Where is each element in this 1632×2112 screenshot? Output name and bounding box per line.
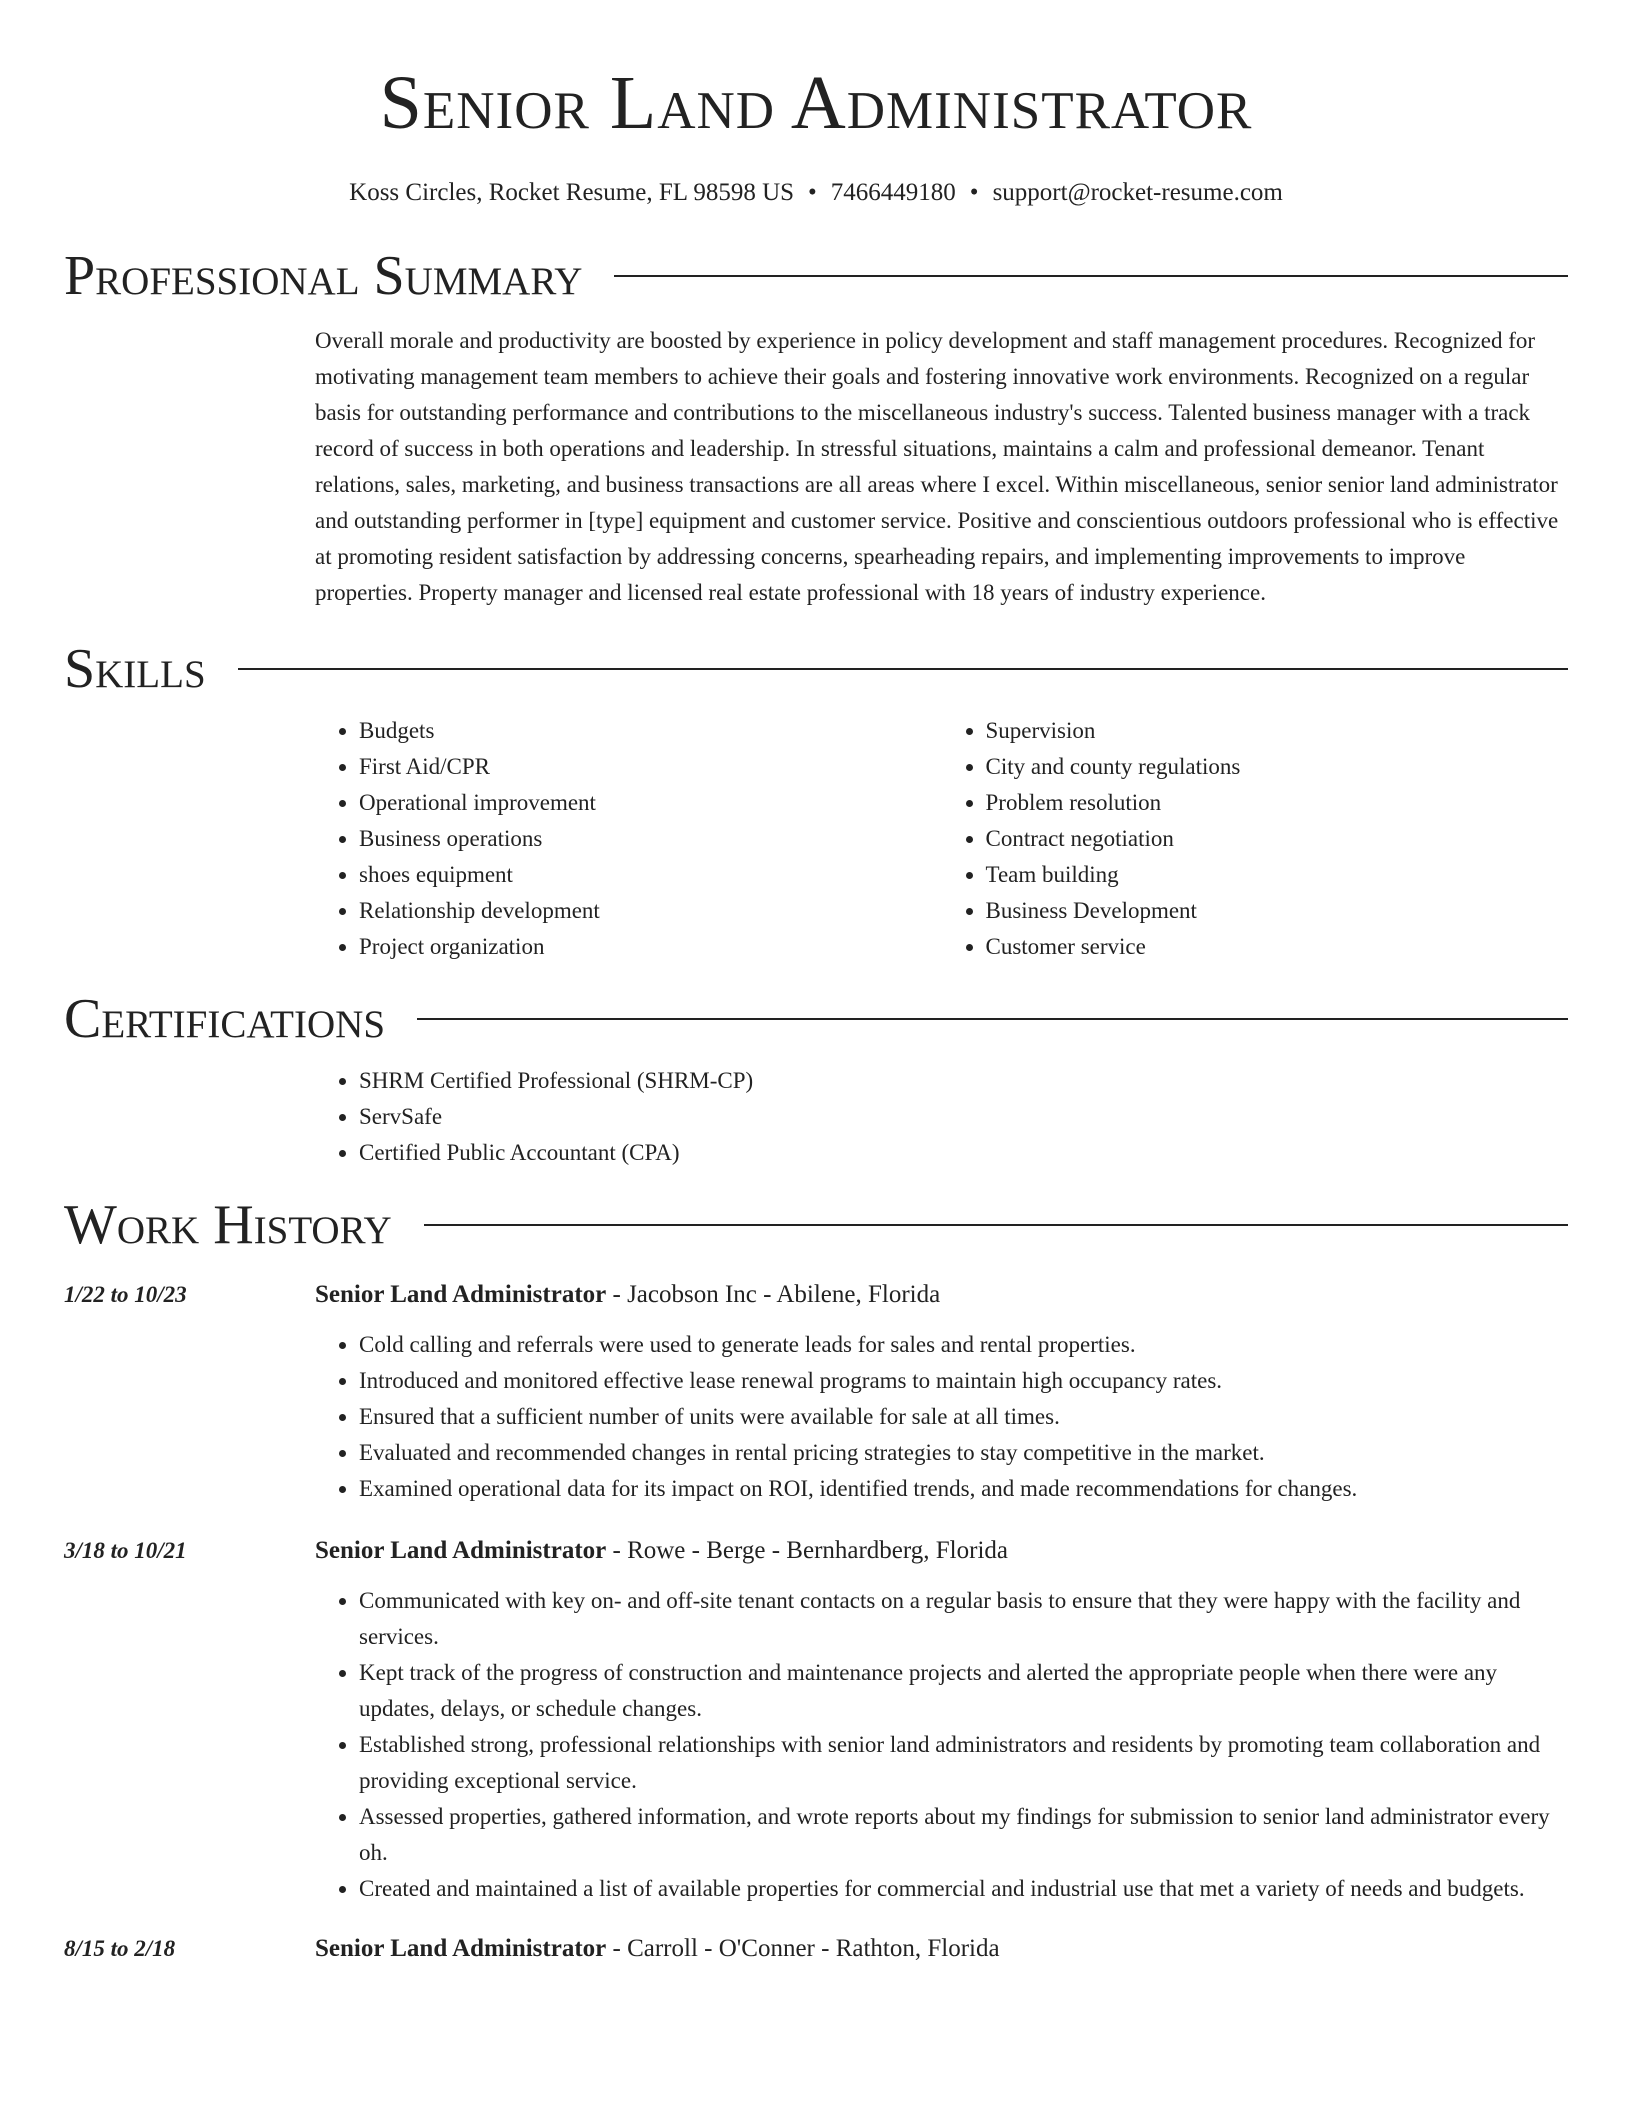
contact-phone: 7466449180 — [830, 179, 956, 206]
job-details — [315, 1277, 1568, 1507]
certifications-list — [315, 1063, 1568, 1171]
skills-list-right — [942, 713, 1569, 965]
skill-item: • Budgets — [359, 713, 942, 749]
job-bullet: • Cold calling and referrals were used to generate leads for sales and rental properties. — [359, 1327, 1568, 1363]
job-entry — [64, 1277, 1568, 1507]
candidate-name: Senior Land Administrator — [379, 61, 1253, 145]
contact-email[interactable]: support@rocket-resume.com — [992, 179, 1283, 206]
certification-item: • ServSafe — [359, 1099, 1568, 1135]
skill-item: • Supervision — [986, 713, 1569, 749]
contact-separator: • — [969, 179, 979, 206]
certifications-section-header — [64, 987, 1568, 1051]
skill-item: • Project organization — [359, 929, 942, 965]
summary-section — [315, 323, 1568, 611]
job-bullets — [315, 1327, 1568, 1507]
section-divider — [424, 1224, 1568, 1226]
summary-section-header — [64, 244, 1568, 308]
job-bullet: • Ensured that a sufficient number of units were available for sale at all times. — [359, 1399, 1568, 1435]
work-section-header — [64, 1193, 1568, 1257]
job-bullets — [315, 1583, 1568, 1907]
work-heading: Work History — [64, 1194, 392, 1256]
contact-separator: • — [808, 179, 817, 206]
skills-section — [315, 713, 1568, 965]
job-bullet: • Kept track of the progress of construction and maintenance projects and alerted the appropriate people when there were any updates, delays, or schedule changes. — [359, 1655, 1568, 1727]
section-divider — [238, 668, 1568, 670]
skills-heading: Skills — [64, 638, 206, 700]
certification-item: • SHRM Certified Professional (SHRM-CP) — [359, 1063, 1568, 1099]
job-entry — [64, 1533, 1568, 1907]
section-divider — [417, 1018, 1568, 1020]
job-dates: 1/22 to 10/23 — [64, 1282, 187, 1307]
job-bullet: • Created and maintained a list of available properties for commercial and industrial use that met a variety of needs and budgets. — [359, 1871, 1568, 1907]
job-title-line — [315, 1533, 1568, 1569]
job-company: - Rowe - Berge - Bernhardberg, Florida — [606, 1537, 1008, 1564]
job-bullet: • Evaluated and recommended changes in rental pricing strategies to stay competitive in the market. — [359, 1435, 1568, 1471]
job-dates: 3/18 to 10/21 — [64, 1538, 187, 1563]
job-title: Senior Land Administrator — [315, 1537, 607, 1564]
job-title: Senior Land Administrator — [315, 1935, 607, 1962]
job-bullet: • Established strong, professional relationships with senior land administrators and residents by promoting team collaboration and providing exceptional service. — [359, 1727, 1568, 1799]
job-details — [315, 1931, 1568, 1967]
job-bullet: • Communicated with key on- and off-site tenant contacts on a regular basis to ensure that they were happy with the facility and services. — [359, 1583, 1568, 1655]
job-title: Senior Land Administrator — [315, 1281, 607, 1308]
skill-item: • Problem resolution — [986, 785, 1569, 821]
summary-text: Overall morale and productivity are boosted by experience in policy development and staff management procedures. Recognized for motivating management team members to achieve their goals and fostering innovative work environments. Recognized on a regular basis for outstanding performance and contributions to the miscellaneous industry's success. Talented business manager with a track record of success in both operations and leadership. In stressful situations, maintains a calm and professional demeanor. Tenant relations, sales, marketing, and business transactions are all areas where I excel. Within miscellaneous, senior senior land administrator and outstanding performer in [type] equipment and customer service. Positive and conscientious outdoors professional who is effective at promoting resident satisfaction by addressing concerns, spearheading repairs, and implementing improvements to improve properties. Property manager and licensed real estate professional with 18 years of industry experience. — [315, 328, 1559, 605]
skill-item: • Customer service — [986, 929, 1569, 965]
contact-line — [64, 178, 1568, 208]
certification-item: • Certified Public Accountant (CPA) — [359, 1135, 1568, 1171]
job-bullet: • Assessed properties, gathered information, and wrote reports about my findings for submission to senior land administrator every oh. — [359, 1799, 1568, 1871]
job-title-line — [315, 1277, 1568, 1313]
job-bullet: • Introduced and monitored effective lease renewal programs to maintain high occupancy rates. — [359, 1363, 1568, 1399]
certifications-section — [315, 1063, 1568, 1171]
job-bullet: • Examined operational data for its impact on ROI, identified trends, and made recommendations for changes. — [359, 1471, 1568, 1507]
skill-item: • Relationship development — [359, 893, 942, 929]
skill-item: • Operational improvement — [359, 785, 942, 821]
job-details — [315, 1533, 1568, 1907]
job-title-line — [315, 1931, 1568, 1967]
certifications-heading: Certifications — [64, 988, 386, 1050]
job-entry — [64, 1931, 1568, 1967]
skills-columns — [315, 713, 1568, 965]
contact-address: Koss Circles, Rocket Resume, FL 98598 US — [349, 179, 795, 206]
skill-item: • Business Development — [986, 893, 1569, 929]
job-dates: 8/15 to 2/18 — [64, 1936, 176, 1961]
skill-item: • Contract negotiation — [986, 821, 1569, 857]
section-divider — [614, 275, 1568, 277]
skill-item: • Business operations — [359, 821, 942, 857]
skill-item: • Team building — [986, 857, 1569, 893]
skills-section-header — [64, 637, 1568, 701]
skill-item: • First Aid/CPR — [359, 749, 942, 785]
skill-item: • City and county regulations — [986, 749, 1569, 785]
job-company: - Carroll - O'Conner - Rathton, Florida — [606, 1935, 1000, 1962]
skills-list-left — [315, 713, 942, 965]
summary-heading: Professional Summary — [64, 245, 583, 307]
skill-item: • shoes equipment — [359, 857, 942, 893]
job-company: - Jacobson Inc - Abilene, Florida — [606, 1281, 941, 1308]
